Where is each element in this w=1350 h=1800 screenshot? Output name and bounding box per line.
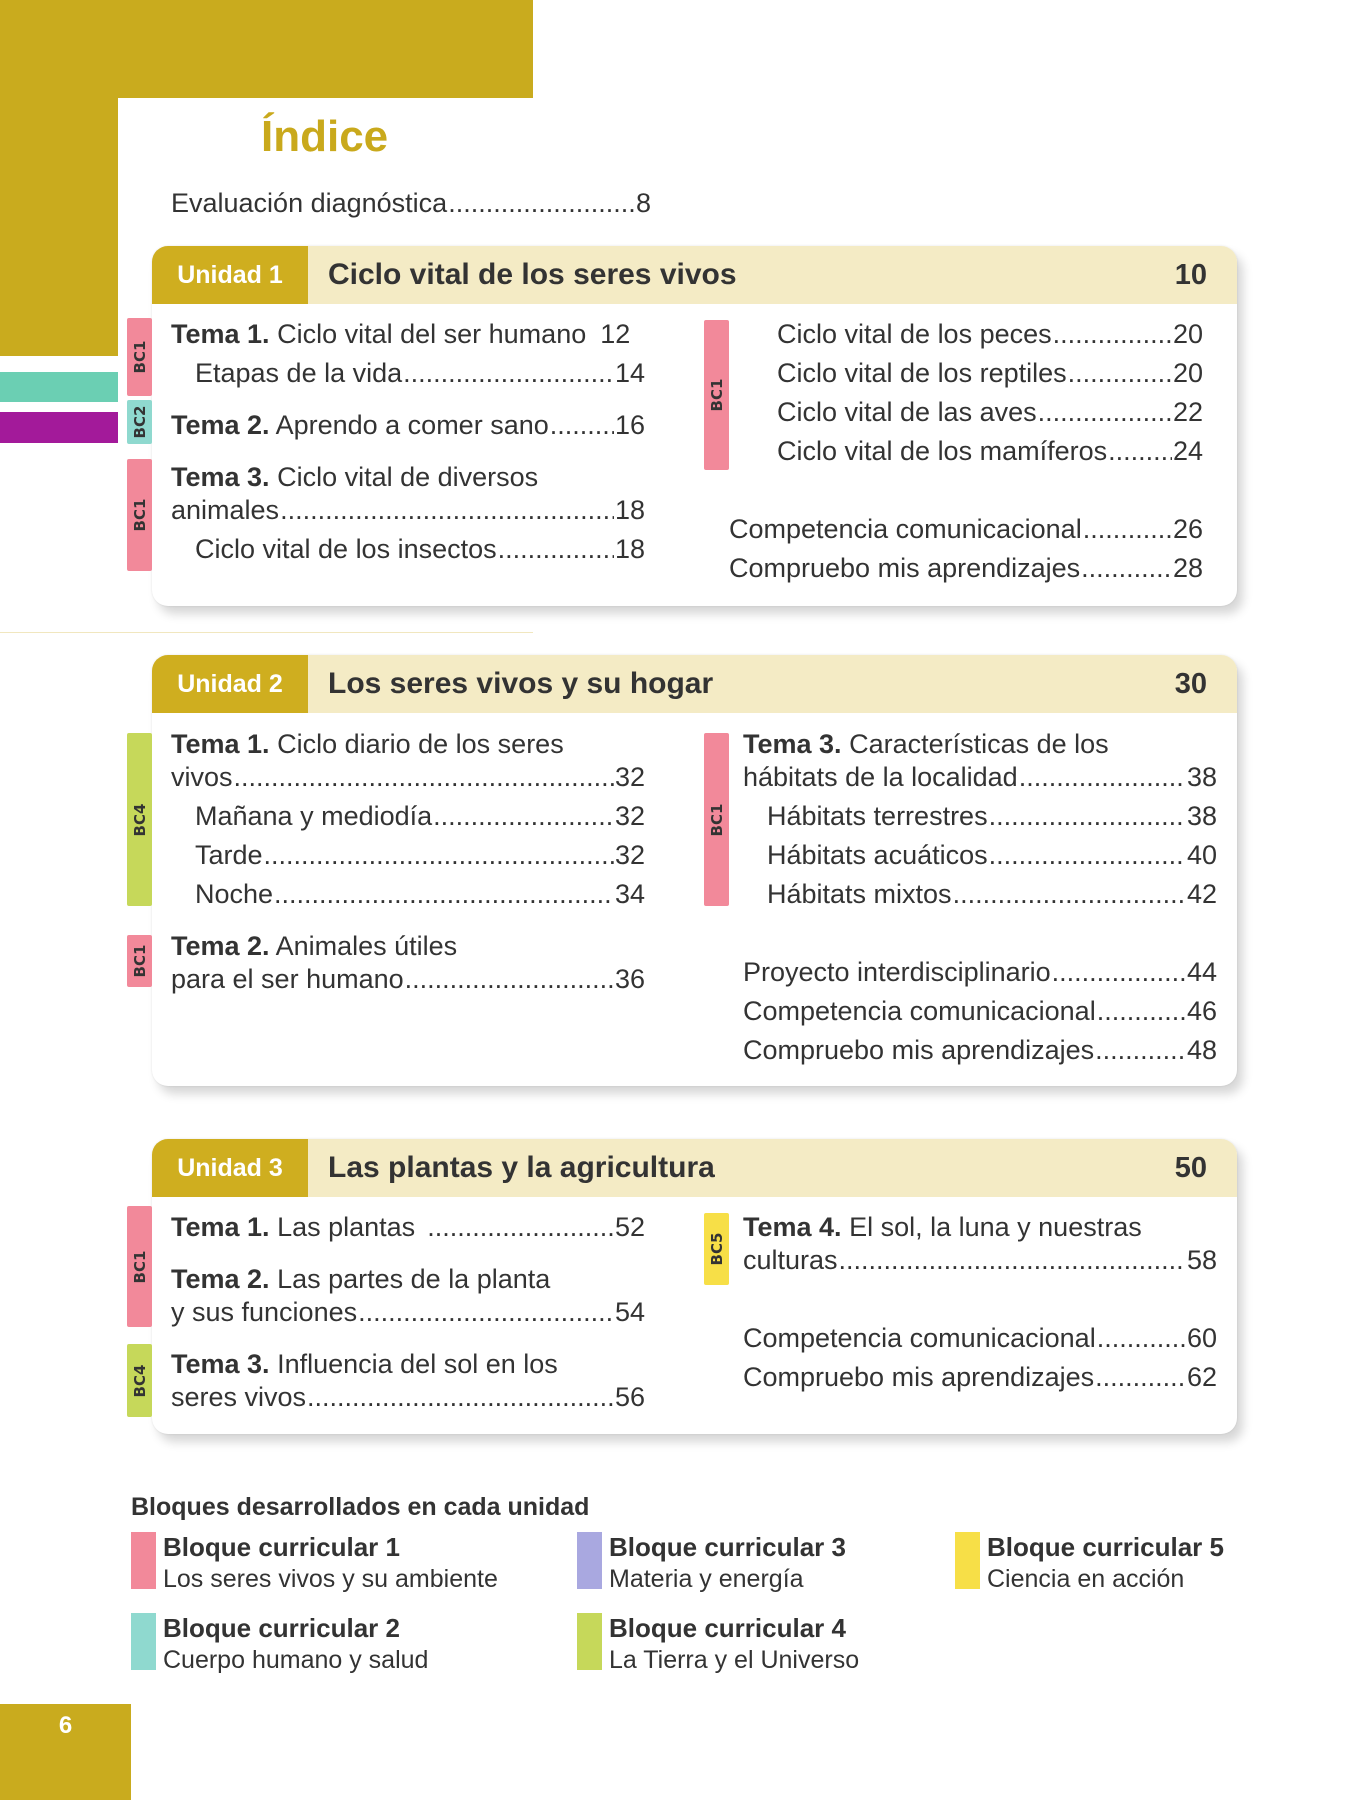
toc-entry[interactable]: Hábitats acuáticos ..... 40 — [767, 840, 1217, 871]
legend-swatch — [577, 1532, 602, 1589]
legend-item-name: Bloque curricular 5 — [987, 1532, 1224, 1562]
toc-entry[interactable]: Ciclo vital de los peces ..... 20 — [777, 319, 1203, 350]
toc-entry[interactable]: vivos ..... 32 — [171, 762, 645, 793]
toc-entry[interactable]: Ciclo vital de los mamíferos ..... 24 — [777, 436, 1203, 467]
legend-swatch — [955, 1532, 980, 1589]
unit-title[interactable]: Las plantas y la agricultura — [328, 1151, 715, 1184]
toc-entry[interactable]: Tema 3. Influencia del sol en los — [171, 1349, 558, 1379]
legend-item-name: Bloque curricular 2 — [163, 1613, 400, 1643]
unit-header — [152, 246, 1237, 304]
block-tag: BC4 — [127, 1344, 152, 1417]
legend-item-desc: Materia y energía — [609, 1565, 804, 1593]
unit-tab: Unidad 1 — [152, 246, 308, 304]
unit-page-number: 50 — [1174, 1152, 1207, 1184]
toc-entry[interactable]: Tema 1. Las plantas ..... 52 — [171, 1212, 645, 1243]
toc-entry[interactable]: y sus funciones ..... 54 — [171, 1297, 645, 1328]
legend-item-name: Bloque curricular 3 — [609, 1532, 846, 1562]
unit-tab: Unidad 2 — [152, 655, 308, 713]
unit-header — [152, 655, 1237, 713]
block-tag: BC1 — [127, 459, 152, 571]
toc-entry[interactable]: Tema 4. El sol, la luna y nuestras — [743, 1212, 1142, 1242]
teal-stripe — [0, 372, 118, 402]
divider — [0, 632, 533, 633]
block-tag: BC4 — [127, 733, 152, 906]
toc-entry[interactable]: Tarde ..... 32 — [195, 840, 645, 871]
toc-entry[interactable]: Hábitats terrestres ..... 38 — [767, 801, 1217, 832]
toc-entry[interactable]: Tema 2. Animales útiles — [171, 931, 458, 961]
toc-entry[interactable]: seres vivos ..... 56 — [171, 1382, 645, 1413]
toc-entry[interactable]: Tema 3. Características de los — [743, 729, 1109, 759]
toc-entry[interactable]: para el ser humano ..... 36 — [171, 964, 645, 995]
legend-item-name: Bloque curricular 1 — [163, 1532, 400, 1562]
toc-entry[interactable]: Hábitats mixtos ..... 42 — [767, 879, 1217, 910]
legend-item-desc: Cuerpo humano y salud — [163, 1646, 429, 1674]
toc-entry[interactable]: Tema 1. Ciclo diario de los seres — [171, 729, 564, 759]
purple-stripe — [0, 412, 118, 443]
toc-entry[interactable]: culturas ..... 58 — [743, 1245, 1217, 1276]
toc-entry[interactable]: Tema 2. Las partes de la planta — [171, 1264, 551, 1294]
toc-entry[interactable]: Tema 2. Aprendo a comer sano ..... 16 — [171, 410, 645, 441]
legend-title: Bloques desarrollados en cada unidad — [131, 1493, 590, 1521]
page-title: Índice — [261, 112, 389, 161]
block-tag: BC5 — [704, 1213, 729, 1285]
toc-entry[interactable]: Ciclo vital de los reptiles ..... 20 — [777, 358, 1203, 389]
corner-decoration — [0, 0, 533, 98]
toc-entry[interactable]: Etapas de la vida ..... 14 — [195, 358, 645, 389]
toc-entry[interactable]: Tema 3. Ciclo vital de diversos — [171, 462, 539, 492]
unit-page-number: 10 — [1174, 259, 1207, 291]
block-tag: BC1 — [127, 935, 152, 987]
toc-entry[interactable]: hábitats de la localidad ..... 38 — [743, 762, 1217, 793]
toc-entry[interactable]: Noche ..... 34 — [195, 879, 645, 910]
unit-title[interactable]: Ciclo vital de los seres vivos — [328, 258, 737, 291]
page-number: 6 — [58, 1712, 73, 1739]
legend-item-desc: Los seres vivos y su ambiente — [163, 1565, 498, 1593]
block-tag: BC1 — [704, 320, 729, 470]
unit-page-number: 30 — [1174, 668, 1207, 700]
toc-entry[interactable]: Ciclo vital de los insectos ..... 18 — [195, 534, 645, 565]
legend-swatch — [131, 1613, 156, 1670]
legend-item-desc: Ciencia en acción — [987, 1565, 1185, 1593]
toc-entry[interactable]: Compruebo mis aprendizajes ..... 48 — [743, 1035, 1217, 1066]
unit-header — [152, 1139, 1237, 1197]
toc-entry[interactable]: Mañana y mediodía ..... 32 — [195, 801, 645, 832]
toc-entry[interactable]: Compruebo mis aprendizajes ..... 28 — [729, 553, 1203, 584]
toc-entry[interactable]: Competencia comunicacional ..... 26 — [729, 514, 1203, 545]
block-tag: BC1 — [704, 733, 729, 906]
legend-swatch — [577, 1613, 602, 1670]
block-tag: BC2 — [127, 400, 152, 444]
block-tag: BC1 — [127, 318, 152, 396]
legend-item-desc: La Tierra y el Universo — [609, 1646, 860, 1674]
side-decoration — [0, 98, 118, 356]
toc-entry[interactable]: Competencia comunicacional ..... 60 — [743, 1323, 1217, 1354]
toc-entry[interactable]: animales ..... 18 — [171, 495, 645, 526]
block-tag: BC1 — [127, 1206, 152, 1327]
legend-swatch — [131, 1532, 156, 1589]
legend-item-name: Bloque curricular 4 — [609, 1613, 846, 1643]
toc-entry[interactable]: Tema 1. Ciclo vital del ser humano 12 — [171, 319, 631, 349]
toc-entry[interactable]: Proyecto interdisciplinario ..... 44 — [743, 957, 1217, 988]
toc-entry[interactable]: Ciclo vital de las aves ..... 22 — [777, 397, 1203, 428]
toc-entry[interactable]: Compruebo mis aprendizajes ..... 62 — [743, 1362, 1217, 1393]
toc-entry[interactable]: Competencia comunicacional ..... 46 — [743, 996, 1217, 1027]
unit-tab: Unidad 3 — [152, 1139, 308, 1197]
unit-title[interactable]: Los seres vivos y su hogar — [328, 667, 714, 700]
toc-entry-evaluation[interactable]: Evaluación diagnóstica ..... 8 — [171, 188, 651, 219]
